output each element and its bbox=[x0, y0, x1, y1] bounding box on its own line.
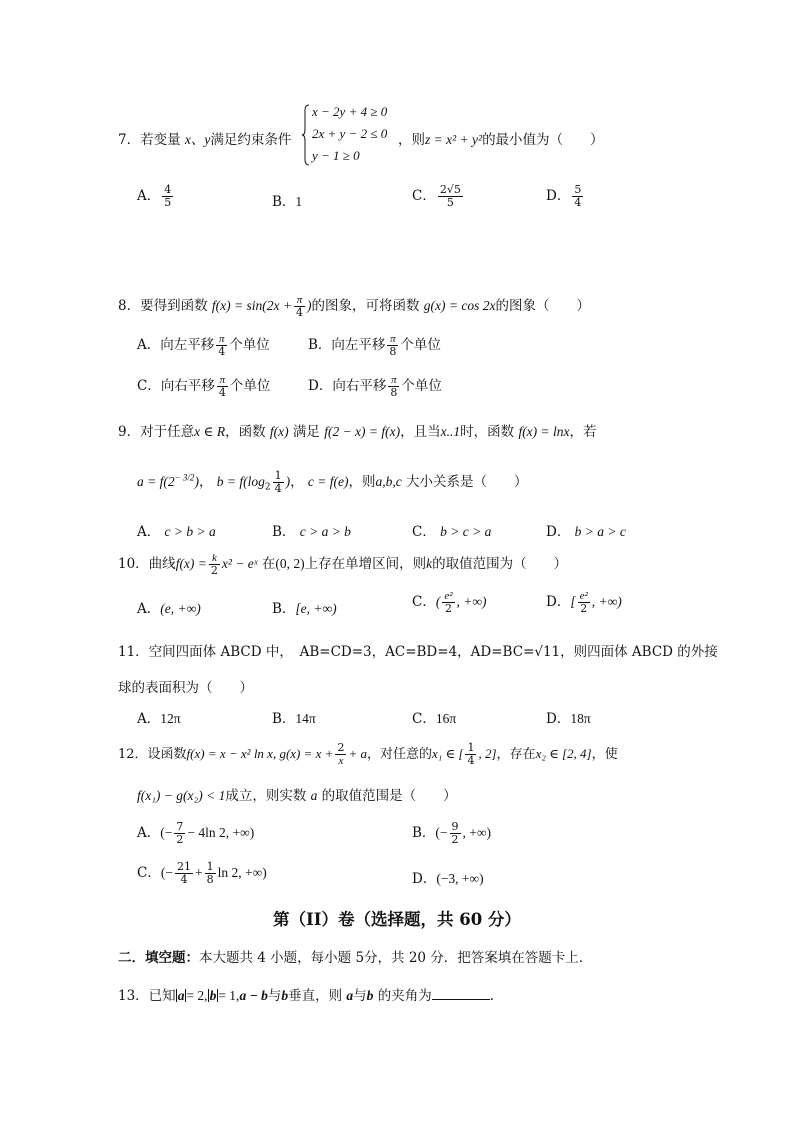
fraction: $\frac{2√5}{5}$ bbox=[439, 183, 461, 209]
q7-option-b[interactable]: B．1 bbox=[272, 194, 303, 210]
fraction: $\frac{1}{4}$ bbox=[467, 741, 475, 767]
q12-option-c[interactable]: C．(− $\frac{21}{4}$ + $\frac{1}{8}$ ln 2, +∞) bbox=[137, 860, 267, 886]
section-title: 第（II）卷（选择题，共 60 分） bbox=[273, 910, 521, 929]
constraint-3: y − 1 ≥ 0 bbox=[312, 148, 360, 163]
q11-option-c[interactable]: C．16π bbox=[412, 711, 457, 727]
left-brace-icon bbox=[302, 104, 310, 166]
q11-option-b[interactable]: B．14π bbox=[272, 711, 316, 727]
q12-option-a[interactable]: A．(− $\frac{7}{2}$ − 4ln 2, +∞) bbox=[137, 820, 255, 846]
question-11-stem: 11．空间四面体 ABCD 中， AB=CD=3，AC=BD=4，AD=BC=√11，则四面体 ABCD 的外接 bbox=[118, 644, 718, 660]
fraction: $\frac{7}{2}$ bbox=[176, 820, 184, 846]
fraction: $\frac{\pi}{4}$ bbox=[218, 374, 226, 399]
fraction: $\frac{\text{e²}}{2}$ bbox=[444, 590, 453, 615]
fraction: $\frac{9}{2}$ bbox=[451, 820, 459, 846]
fraction: $\frac{\pi}{4}$ bbox=[295, 294, 303, 319]
q9-option-d[interactable]: D． b > a > c bbox=[546, 524, 626, 540]
fraction: $\frac{\pi}{4}$ bbox=[218, 333, 226, 358]
constraint-1: x − 2y + 4 ≥ 0 bbox=[312, 104, 388, 119]
fraction: $\frac{k}{2}$ bbox=[210, 552, 218, 577]
answer-blank[interactable] bbox=[432, 986, 490, 1000]
fraction: $\frac{21}{4}$ bbox=[176, 860, 191, 886]
fraction: $\frac{1}{8}$ bbox=[206, 860, 214, 886]
q10-option-a[interactable]: A．(e, +∞) bbox=[137, 601, 201, 617]
q9-option-b[interactable]: B． c > a > b bbox=[272, 524, 351, 540]
fraction: $\frac{4}{5}$ bbox=[164, 183, 172, 209]
q8-option-d[interactable]: D．向右平移 $\frac{\pi}{8}$ 个单位 bbox=[308, 374, 442, 399]
question-9-stem: 9．对于任意x ∈ R，函数 f(x) 满足 f(2 − x) = f(x)，且当x..1时，函数 f(x) = lnx，若 bbox=[118, 424, 597, 440]
fraction: $\frac{1}{4}$ bbox=[274, 469, 282, 495]
constraint-2: 2x + y − 2 ≤ 0 bbox=[312, 126, 388, 141]
question-8-stem: 8．要得到函数 f(x) = sin(2x + $\frac{\pi}{4}$ )的图象，可将函数 g(x) = cos 2x的图象（ ） bbox=[118, 294, 590, 319]
question-7-stem: 7．若变量 x、y满足约束条件 bbox=[118, 132, 292, 148]
question-13-stem: 13．已知 a = 2, b = 1,a − b与b垂直，则 a与b 的夹角为 . bbox=[118, 988, 495, 1004]
question-11-stem-2: 球的表面积为（ ） bbox=[118, 680, 253, 696]
q7-option-d[interactable]: D． $\frac{5}{4}$ bbox=[546, 183, 582, 209]
q9-option-a[interactable]: A． c > b > a bbox=[137, 524, 216, 540]
q9-option-c[interactable]: C． b > c > a bbox=[412, 524, 492, 540]
q10-option-b[interactable]: B．[e, +∞) bbox=[272, 601, 337, 617]
question-9-defs: $a = f(2^{- 3/2})$， $b = f(\log_2$ $\frac{1}{4}$ )， c = f(e)，则a,b,c 大小关系是（ ） bbox=[137, 469, 528, 495]
question-10-stem: 10．曲线f(x) = $\frac{k}{2}$ x² − eˣ 在(0, 2)上存在单增区间，则k的取值范围为（ ） bbox=[118, 552, 568, 577]
q11-option-d[interactable]: D．18π bbox=[546, 711, 591, 727]
fraction: $\frac{5}{4}$ bbox=[574, 183, 582, 209]
q10-option-c[interactable]: C．( $\frac{\text{e²}}{2}$ , +∞) bbox=[412, 590, 487, 615]
part-2-instructions: 二．填空题：本大题共 4 小题，每小题 5分，共 20 分．把答案填在答题卡上． bbox=[118, 950, 593, 966]
q8-option-b[interactable]: B．向左平移 $\frac{\pi}{8}$ 个单位 bbox=[308, 333, 441, 358]
q10-option-d[interactable]: D．[ $\frac{\text{e²}}{2}$ , +∞) bbox=[546, 590, 622, 615]
fraction: $\frac{2}{x}$ bbox=[337, 741, 345, 767]
q12-option-d[interactable]: D．(−3, +∞) bbox=[412, 871, 484, 887]
fraction: $\frac{\text{e²}}{2}$ bbox=[579, 590, 588, 615]
fraction: $\frac{\pi}{8}$ bbox=[390, 374, 398, 399]
q11-option-a[interactable]: A．12π bbox=[137, 711, 181, 727]
q12-option-b[interactable]: B．(− $\frac{9}{2}$ , +∞) bbox=[412, 820, 492, 846]
q8-option-a[interactable]: A．向左平移 $\frac{\pi}{4}$ 个单位 bbox=[137, 333, 270, 358]
question-7-stem-end: ，则z = x² + y²的最小值为（ ） bbox=[398, 132, 604, 148]
question-12-stem-2: f(x₁) − g(x₂) < 1成立，则实数 a 的取值范围是（ ） bbox=[137, 788, 457, 804]
q7-option-c[interactable]: C． $\frac{2√5}{5}$ bbox=[412, 183, 461, 209]
q8-option-c[interactable]: C．向右平移 $\frac{\pi}{4}$ 个单位 bbox=[137, 374, 271, 399]
question-12-stem: 12．设函数f(x) = x − x² ln x, g(x) = x + $\frac{2}{x}$ + a，对任意的x₁ ∈ [ $\frac{1}{4}$ , 2]，存在x₂ ∈ [2, 4]，使 bbox=[118, 741, 618, 767]
fraction: $\frac{\pi}{8}$ bbox=[389, 333, 397, 358]
q7-option-a[interactable]: A． $\frac{4}{5}$ bbox=[137, 183, 172, 209]
